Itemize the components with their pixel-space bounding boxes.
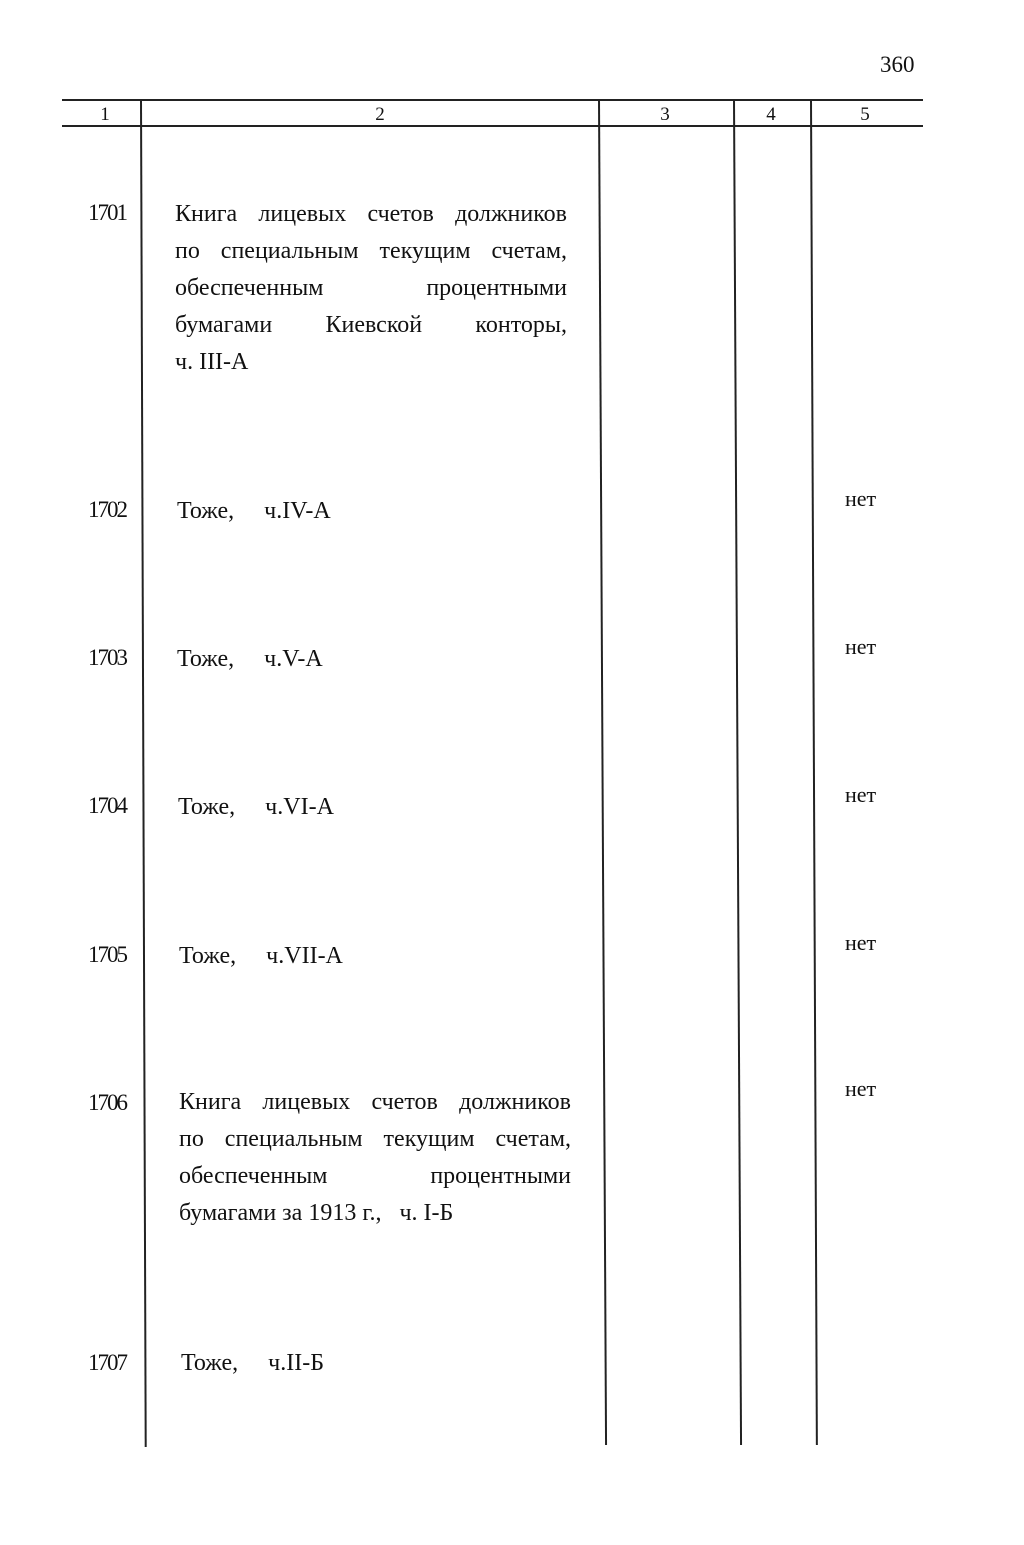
column-header-5: 5 bbox=[860, 104, 870, 125]
description-line: Книга лицевых счетов должников bbox=[179, 1089, 571, 1115]
row-number: 1704 bbox=[88, 793, 126, 818]
col5-value: нет bbox=[845, 634, 877, 659]
column-header-3: 3 bbox=[660, 104, 670, 125]
col5-value: нет bbox=[845, 486, 877, 511]
row-number: 1701 bbox=[88, 200, 126, 225]
row-number: 1707 bbox=[88, 1350, 126, 1375]
description-line: обеспеченным процентными bbox=[179, 1163, 571, 1189]
description-line: бумагами Киевской конторы, bbox=[175, 312, 567, 338]
col5-value: нет bbox=[845, 930, 877, 955]
row-number: 1703 bbox=[88, 645, 126, 670]
page-number: 360 bbox=[880, 52, 915, 77]
col5-value: нет bbox=[845, 1076, 877, 1101]
description-line: по специальным текущим счетам, bbox=[179, 1126, 571, 1152]
header-top-rule bbox=[62, 99, 923, 101]
column-divider bbox=[140, 99, 146, 1447]
column-divider bbox=[733, 99, 742, 1445]
description-line: обеспеченным процентными bbox=[175, 275, 567, 301]
description-line: бумагами за 1913 г., ч. I-Б bbox=[179, 1200, 454, 1226]
row-description: Тоже, ч.VII-А bbox=[179, 943, 343, 969]
row-number: 1706 bbox=[88, 1090, 126, 1115]
row-number: 1705 bbox=[88, 942, 126, 967]
row-number: 1702 bbox=[88, 497, 126, 522]
description-line: ч. III-А bbox=[175, 349, 249, 375]
column-header-2: 2 bbox=[375, 104, 385, 125]
header-bottom-rule bbox=[62, 125, 923, 127]
row-description: Тоже, ч.II-Б bbox=[181, 1350, 325, 1376]
row-description: Тоже, ч.V-А bbox=[177, 646, 323, 672]
col5-value: нет bbox=[845, 782, 877, 807]
column-header-4: 4 bbox=[766, 104, 776, 125]
column-header-1: 1 bbox=[100, 104, 110, 125]
row-description bbox=[175, 196, 567, 381]
row-description: Тоже, ч.IV-А bbox=[177, 498, 331, 524]
column-divider bbox=[810, 99, 817, 1445]
row-description bbox=[179, 1084, 571, 1232]
column-divider bbox=[598, 99, 607, 1445]
description-line: по специальным текущим счетам, bbox=[175, 238, 567, 264]
description-line: Книга лицевых счетов должников bbox=[175, 201, 567, 227]
row-description: Тоже, ч.VI-А bbox=[178, 794, 334, 820]
